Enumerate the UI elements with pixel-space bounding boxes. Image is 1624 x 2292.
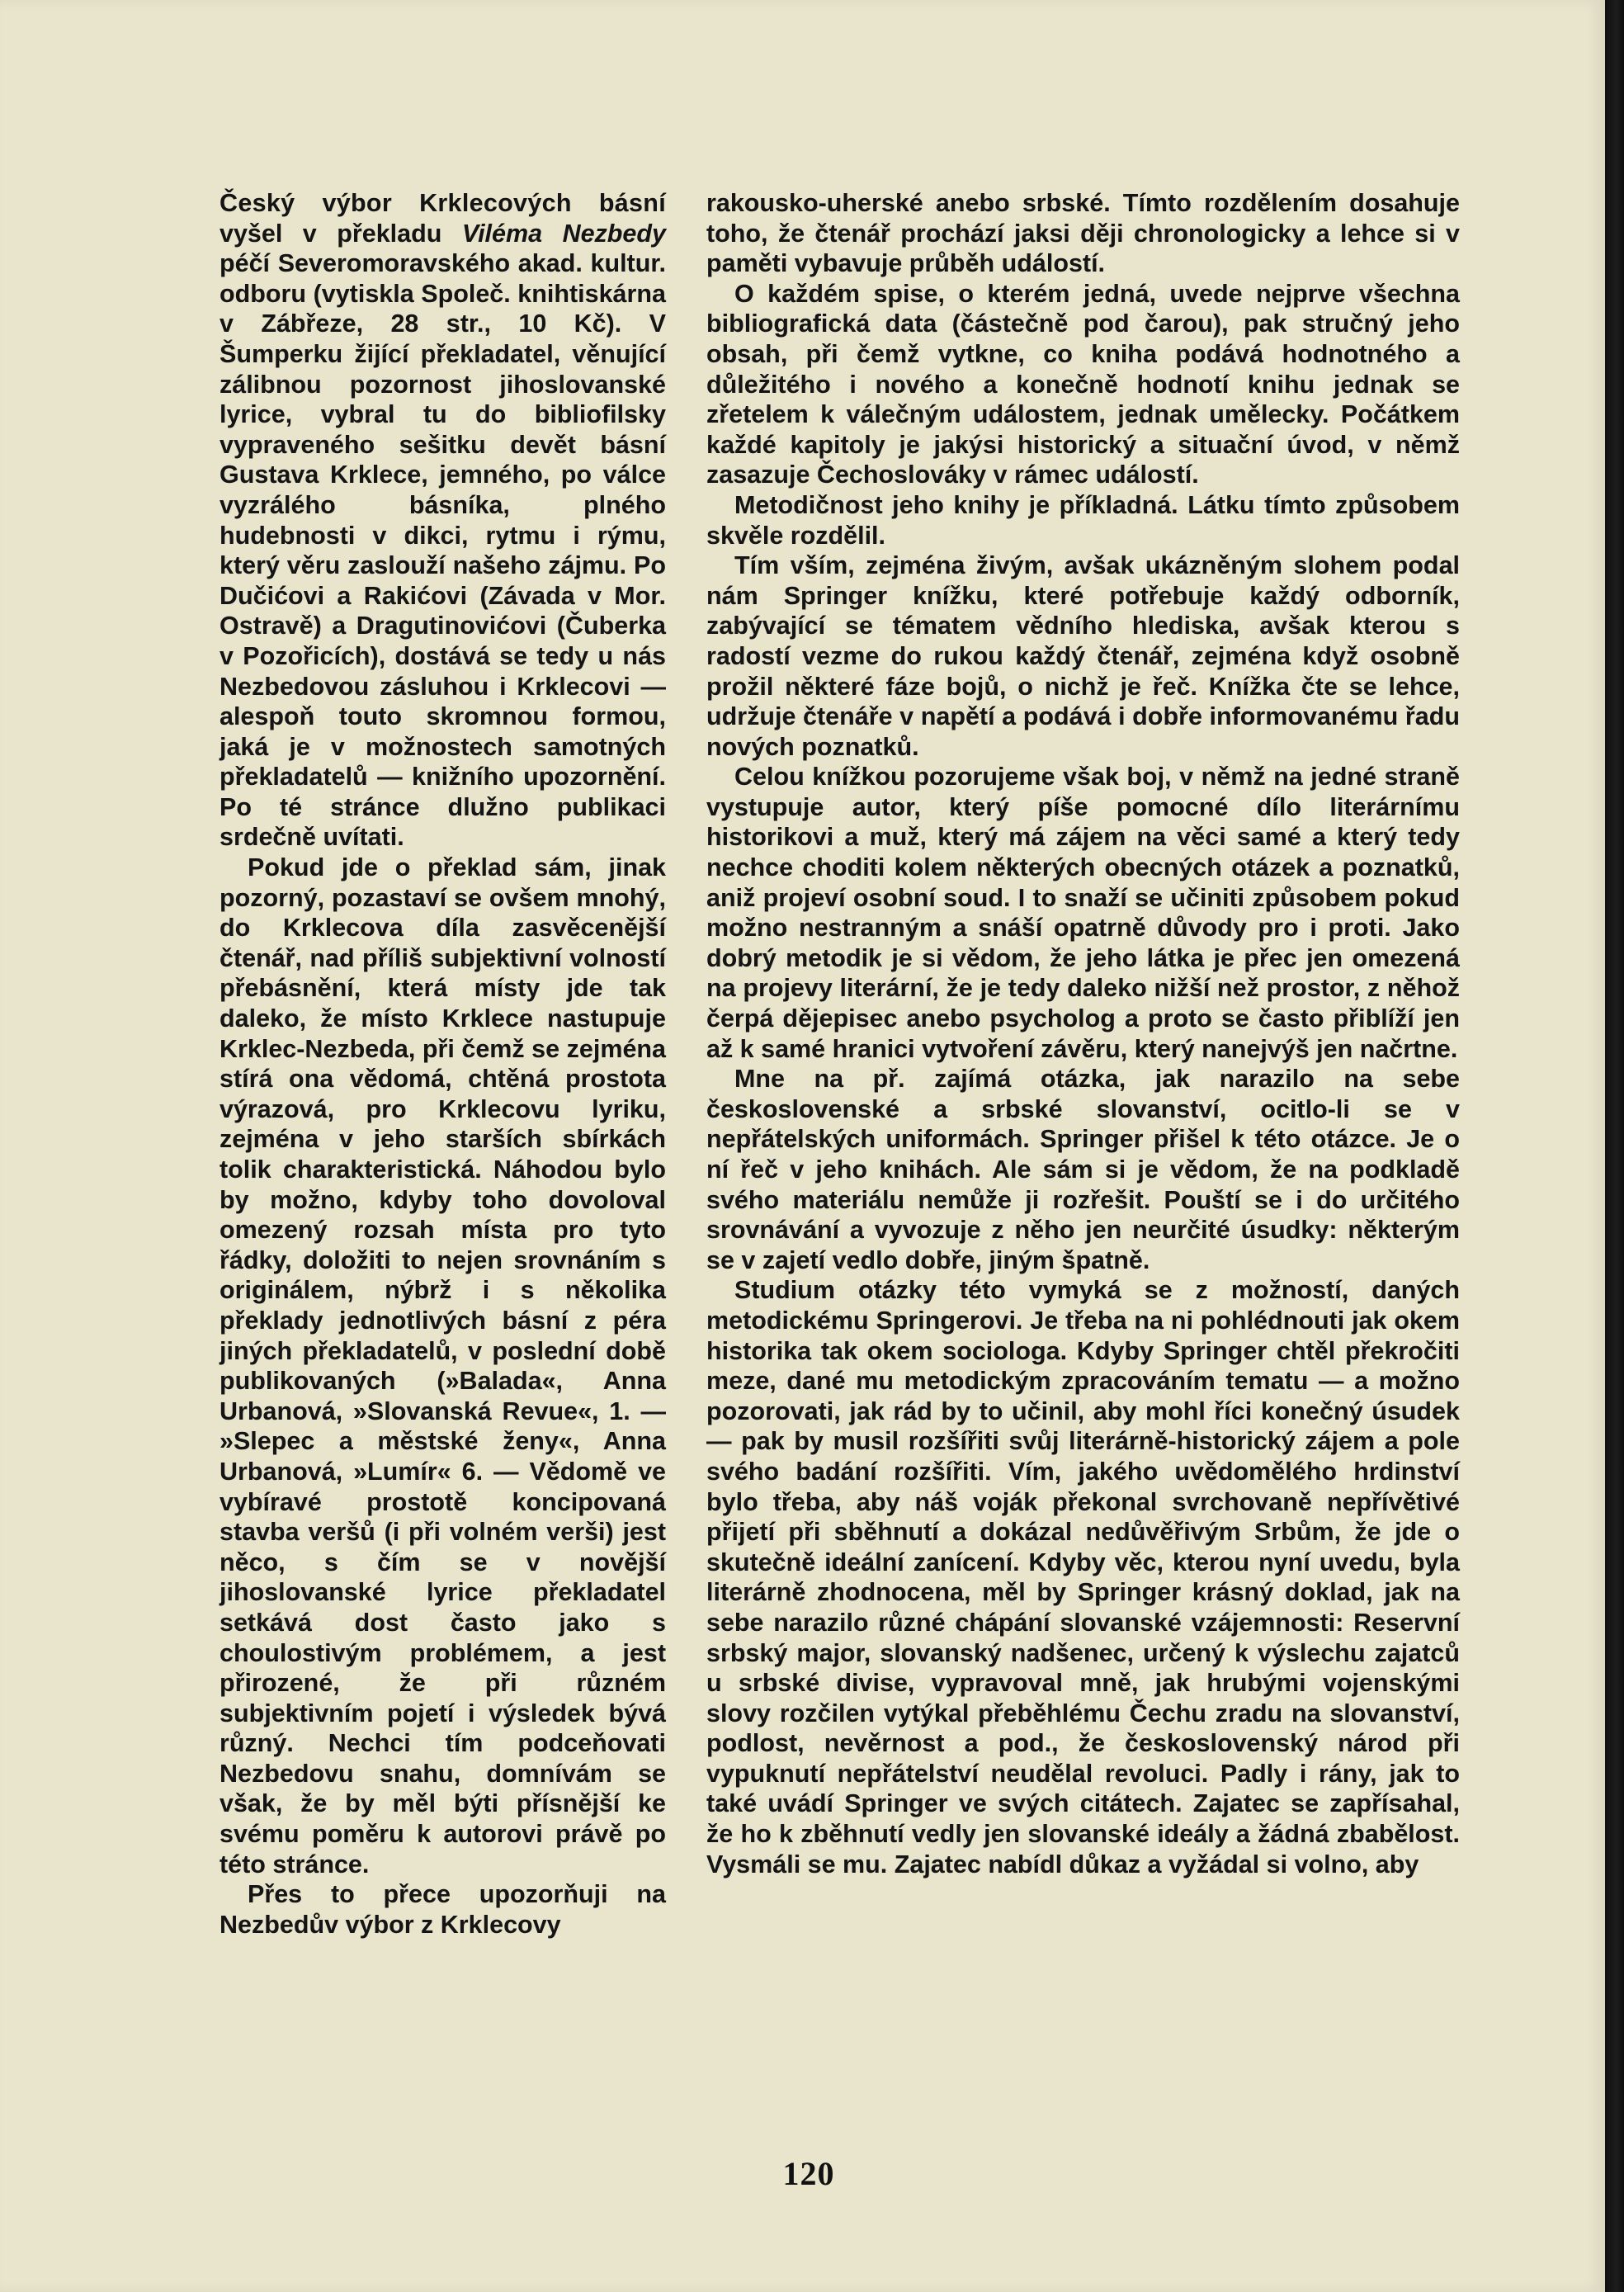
translator-name: Viléma Nezbedy bbox=[461, 219, 666, 248]
article-title: Český výbor Krklecových básní bbox=[220, 189, 666, 217]
left-column bbox=[220, 188, 666, 1940]
paragraph-study: Studium otázky této vymyká se z možností, daných metodickému Springerovi. Je třeba na ni pohlédnouti jak okem historika tak okem sociologa. Kdyby Springer chtěl překročiti meze, dané mu metodickým zpracováním tematu — a možno pozorovati, jak rád by to učinil, aby mohl říci konečný úsudek — pak by musil rozšířiti svůj literárně-historický zájem a pole svého badání rozšířiti. Vím, jakého uvědomělého hrdinství bylo třeba, aby náš voják překonal svrchovaně nepřívětivé přijetí při sběhnutí a dokázal nedůvěřivým Srbům, že jde o skutečně ideální zanícení. Kdyby věc, kterou nyní uvedu, byla literárně zhodnocena, měl by Springer krásný doklad, jak na sebe narazilo různé chápání slovanské vzájemnosti: Reservní srbský major, slovanský nadšenec, určený k výslechu zajatců u srbské divise, vypravoval mně, jak hrubými vojenskými slovy rozčilen vytýkal přeběhlému Čechu zradu na slovanství, podlost, nevěrnost a pod., že československý národ při vypuknutí nepřátelství neudělal revoluci. Padly i rány, jak to také uvádí Springer ve svých citátech. Zajatec se zapřísahal, že ho k zběhnutí vedly jen slovanské ideály a žádná zbabělost. Vysmáli se mu. Zajatec nabídl důkaz a vyžádal si volno, aby bbox=[706, 1276, 1460, 1878]
page-number: 120 bbox=[782, 2155, 835, 2192]
paragraph-bibliography: O každém spise, o kterém jedná, uvede nejprve všechna bibliografická data (částečně pod čarou), pak stručný jeho obsah, při čemž vytkne, co kniha podává hodnotného a důležitého i nového a konečně hodnotí knihu jednak se zřetelem k válečným událostem, jednak umělecky. Počátkem každé kapitoly je jakýsi historický a situační úvod, v němž zasazuje Čechoslováky v rámec událostí. bbox=[706, 279, 1460, 489]
paragraph-question: Mne na př. zajímá otázka, jak narazilo na sebe československé a srbské slovanství, ocitlo-li se v nepřátelských uniformách. Springer přišel k této otázce. Je o ní řeč v jeho knihách. Ale sám si je vědom, že na podkladě svého materiálu nemůže ji rozřešit. Pouští se i do určitého srovnávání a vyvozuje z něho jen neurčité úsudky: některým se v zajetí vedlo dobře, jiným špatně. bbox=[706, 1065, 1460, 1274]
intro-tail: péčí Severomoravského akad. kultur. odboru (vytiskla Společ. knihtiskárna v Zábřeze, 28 str., 10 Kč). V Šumperku žijící překladatel, věnující zálibnou pozornost jihoslovanské lyrice, vybral tu do bibliofilsky vypraveného sešitku devět básní Gustava Krklece, jemného, po válce vyzrálého básníka, plného hudebnosti v dikci, rytmu i rýmu, který věru zaslouží našeho zájmu. Po Dučićovi a Rakićovi (Závada v Mor. Ostravě) a Dragutinovićovi (Čuberka v Pozořicích), dostává se tedy u nás Nezbedovou zásluhou i Krklecovi — alespoň touto skromnou formou, jaká je v možnostech samotných překladatelů — knižního upozornění. Po té stránce dlužno publikaci srdečně uvítati. bbox=[220, 249, 666, 852]
right-column bbox=[706, 188, 1460, 1879]
scan-edge bbox=[1605, 0, 1624, 2292]
paragraph-continued: rakousko-uherské anebo srbské. Tímto rozdělením dosahuje toho, že čtenář prochází jaksi ději chronologicky a lehce si v paměti vybavuje průběh událostí. bbox=[706, 189, 1460, 278]
paragraph-style: Tím vším, zejména živým, avšak ukázněným slohem podal nám Springer knížku, které potřebuje každý odborník, zabývající se tématem vědního hlediska, avšak kterou s radostí vezme do rukou každý čtenář, zejména když osobně prožil některé fáze bojů, o nichž je řeč. Knížka čte se lehce, udržuje čtenáře v napětí a podává i dobře informovanému řadu nových poznatků. bbox=[706, 551, 1460, 761]
paragraph-intro bbox=[220, 188, 666, 853]
intro-text: vyšel v překladu bbox=[220, 219, 462, 248]
paragraph-struggle: Celou knížkou pozorujeme však boj, v němž na jedné straně vystupuje autor, který píše pomocné dílo literárnímu historikovi a muž, který má zájem na věci samé a který tedy nechce choditi kolem některých obecných otázek a poznatků, aniž projeví osobní soud. I to snaží se učiniti způsobem pokud možno nestranným a snáší opatrně důvody pro i proti. Jako dobrý metodik je si vědom, že jeho látka je přec jen omezená na projevy literární, že je tedy daleko nižší než prostor, z něhož čerpá dějepisec anebo psycholog a proto se často přiblíží jen až k samé hranici vytvoření závěru, který nanejvýš jen načrtne. bbox=[706, 763, 1460, 1063]
paragraph-method: Metodičnost jeho knihy je příkladná. Látku tímto způsobem skvěle rozdělil. bbox=[706, 490, 1460, 550]
paragraph-selection: Přes to přece upozorňuji na Nezbedův výbor z Krklecovy bbox=[220, 1880, 666, 1939]
paragraph-translation: Pokud jde o překlad sám, jinak pozorný, pozastaví se ovšem mnohý, do Krklecova díla zasvěcenější čtenář, nad příliš subjektivní volností přebásnění, která místy jde tak daleko, že místo Krklece nastupuje Krklec-Nezbeda, při čemž se zejména stírá ona vědomá, chtěná prostota výrazová, pro Krklecovu lyriku, zejména v jeho starších sbírkách tolik charakteristická. Náhodou bylo by možno, kdyby toho dovoloval omezený rozsah místa pro tyto řádky, doložiti to nejen srovnáním s originálem, nýbrž i s několika překlady jednotlivých básní z péra jiných překladatelů, v poslední době publikovaných (»Balada«, Anna Urbanová, »Slovanská Revue«, 1. — »Slepec a městské ženy«, Anna Urbanová, »Lumír« 6. — Vědomě ve vybíravé prostotě koncipovaná stavba veršů (i při volném verši) jest něco, s čím se v novější jihoslovanské lyrice překladatel setkává dost často jako s choulostivým problémem, a jest přirozené, že při různém subjektivním pojetí i výsledek bývá různý. Nechci tím podceňovati Nezbedovu snahu, domnívám se však, že by měl býti přísnější ke svému poměru k autorovi právě po této stránce. bbox=[220, 853, 666, 1878]
